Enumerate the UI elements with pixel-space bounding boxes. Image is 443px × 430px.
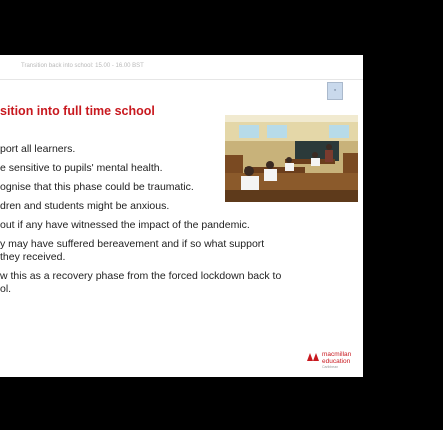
bullet-text: ognise that this phase could be traumatic. <box>0 181 194 193</box>
square-button-icon[interactable]: ▫ <box>327 82 343 100</box>
session-title: Transition back into school: 15.00 - 16.00 BST <box>21 63 144 69</box>
bullet-text: out if any have witnessed the impact of the pandemic. <box>0 219 250 231</box>
macmillan-logo-icon <box>307 353 319 361</box>
presentation-slide <box>0 55 363 377</box>
bullet-text: y may have suffered bereavement and if so what support <box>0 238 265 250</box>
bullet-text: they received. <box>0 251 66 263</box>
bullet-text: w this as a recovery phase from the forced lockdown back to <box>0 270 282 282</box>
bullet-text: e sensitive to pupils' mental health. <box>0 162 163 174</box>
classroom-photo <box>225 115 358 202</box>
bullet-text: port all learners. <box>0 143 76 155</box>
slide-header <box>0 55 363 80</box>
logo-line-1: macmillan <box>322 351 352 358</box>
bullet-text: dren and students might be anxious. <box>0 200 170 212</box>
logo-line-2: education <box>322 358 351 365</box>
slide-title: sition into full time school <box>0 104 155 118</box>
bullet-text: ol. <box>0 283 12 295</box>
logo-line-3: Caribbean <box>322 365 339 369</box>
